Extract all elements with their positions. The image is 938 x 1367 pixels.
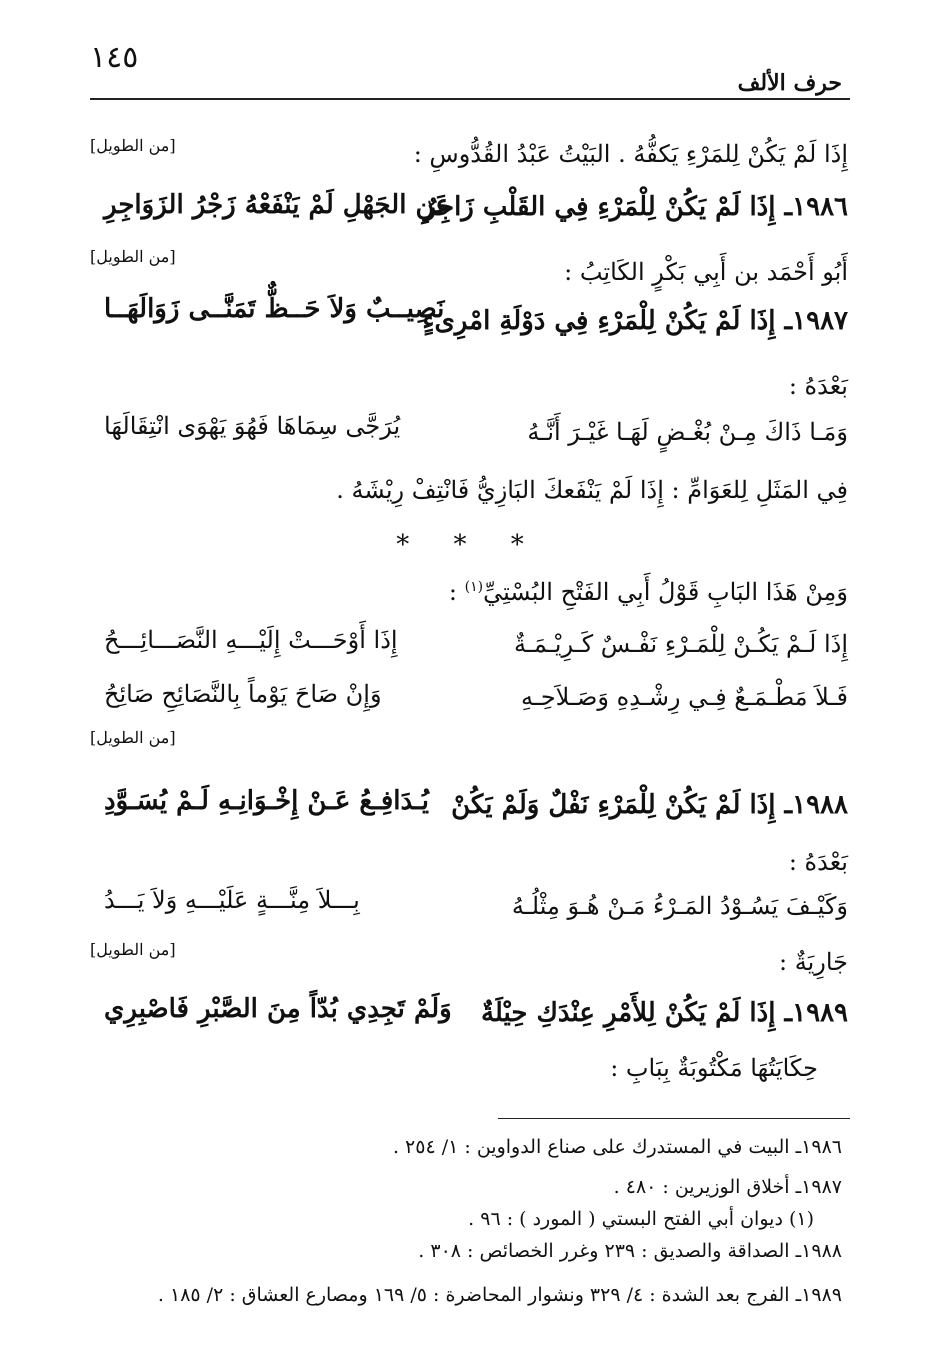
footnote-1987: ١٩٨٧ـ أخلاق الوزيرين : ٤٨٠ . xyxy=(613,1176,842,1198)
intro-1986: إِذَا لَمْ يَكُنْ لِلمَرْءِ يَكفُّهُ . البَيْتُ عَبْدُ القُدُّوسِ : xyxy=(413,140,848,168)
meter-label-1988: [من الطويل] xyxy=(90,728,176,747)
meter-label-1989: [من الطويل] xyxy=(90,940,176,959)
verse-1987b-first-hemistich: وَمَـا ذَاكَ مِـنْ بُغْـضٍ لَهَـا غَيْـرَ أَنَّـهُ xyxy=(527,418,848,446)
verse-1989-first-hemistich: ١٩٨٩ـ إِذَا لَمْ يَكُنْ لِلأَمْرِ عِنْدَكِ حِيْلَةٌ xyxy=(480,998,848,1028)
proverb-line: فِي المَثَلِ لِلعَوَامِّ : إِذَا لَمْ يَنْفَعكَ البَازِيُّ فَانْتِفْ رِيْشَهُ . xyxy=(336,476,848,504)
verse-busti-1-second-hemistich: إِذَا أَوْحَـــتْ إِلَيْـــهِ النَّصَـــائِـــحُ xyxy=(104,626,398,654)
intro-busti xyxy=(449,578,848,606)
verse-1988b-first-hemistich: وَكَيْـفَ يَسُـوْدُ المَـرْءُ مَـنْ هُـوَ مِثْلُـهُ xyxy=(511,892,848,920)
intro-1987: أَبُو أَحْمَد بن أَبِي بَكْرٍ الكَاتِبُ : xyxy=(564,258,848,286)
verse-1989-second-hemistich: وَلَمْ تَجِدِي بُدّاً مِنَ الصَّبْرِ فَاصْبِرِي xyxy=(104,994,452,1024)
after-1989-line: حِكَايَتُهَا مَكْتُوبَةٌ بِبَابِ : xyxy=(610,1054,818,1082)
meter-label-1986: [من الطويل] xyxy=(90,136,176,155)
after-1987-label: بَعْدَهُ : xyxy=(788,372,848,400)
verse-1987-first-hemistich: ١٩٨٧ـ إِذَا لَمْ يَكُنْ لِلْمَرْءِ فِي دَوْلَةِ امْرِىءٍ xyxy=(422,306,848,336)
verse-busti-1-first-hemistich: إِذَا لَـمْ يَكُـنْ لِلْمَـرْءِ نَفْـسٌ كَـرِيْـمَـةٌ xyxy=(513,630,848,658)
intro-busti-colon: : xyxy=(448,578,465,606)
verse-busti-2-first-hemistich: فَـلاَ مَطْـمَـعٌ فِـي رِشْـدِهِ وَصَـلاَحِـهِ xyxy=(520,683,848,711)
intro-1989: جَارِيَةٌ : xyxy=(779,948,848,976)
meter-label-1987: [من الطويل] xyxy=(90,247,176,266)
verse-1986-first-hemistich: ١٩٨٦ـ إِذَا لَمْ يَكُنْ لِلْمَرْءِ فِي القَلْبِ زَاجِرٌ xyxy=(423,192,848,222)
footnote-rule xyxy=(498,1118,850,1119)
section-separator: * * * xyxy=(396,530,542,560)
after-1988-label: بَعْدَهُ : xyxy=(788,848,848,876)
verse-1986-second-hemistich: عَنِ الجَهْلِ لَمْ يَنْفَعْهُ زَجْرُ الزَوَاجِرِ xyxy=(104,190,451,220)
page-number: ١٤٥ xyxy=(90,40,139,75)
verse-busti-2-second-hemistich: وَإِنْ صَاحَ يَوْماً بِالنَّصَائِحِ صَائِحُ xyxy=(104,680,382,708)
verse-1987b-second-hemistich: يُرَجَّى سِمَاهَا فَهُوَ يَهْوَى انْتِقَالَهَا xyxy=(104,412,401,440)
intro-busti-text: وَمِنْ هَذَا البَابِ قَوْلُ أَبِي الفَتْحِ البُسْتِيِّ xyxy=(483,578,848,606)
footnote-1: (١) ديوان أبي الفتح البستي ( المورد ) : ٩٦ . xyxy=(468,1208,814,1230)
footnote-1988: ١٩٨٨ـ الصداقة والصديق : ٢٣٩ وغرر الخصائص : ٣٠٨ . xyxy=(418,1240,842,1262)
footnote-1989: ١٩٨٩ـ الفرج بعد الشدة : ٤/ ٣٢٩ ونشوار المحاضرة : ٥/ ١٦٩ ومصارع العشاق : ٢/ ١٨٥ . xyxy=(157,1284,842,1306)
footnote-ref-1: (١) xyxy=(464,579,484,595)
verse-1988b-second-hemistich: بِـــلاَ مِنَّـــةٍ عَلَيْـــهِ وَلاَ يَـــدُ xyxy=(104,886,360,914)
header-rule xyxy=(90,98,850,100)
verse-1988-first-hemistich: ١٩٨٨ـ إِذَا لَمْ يَكُنْ لِلْمَرْءِ نَفْلٌ وَلَمْ يَكُنْ xyxy=(451,790,848,820)
verse-1987-second-hemistich: نَصِيــبٌ وَلاَ حَــظٌّ تَمَنَّــى زَوَالَهَــا xyxy=(104,294,445,324)
footnote-1986: ١٩٨٦ـ البيت في المستدرك على صناع الدواوين : ١/ ٢٥٤ . xyxy=(392,1136,842,1158)
running-title: حرف الألف xyxy=(737,70,842,96)
verse-1988-second-hemistich: يُـدَافِـعُ عَـنْ إِخْـوَانِـهِ لَـمْ يُسَـوَّدِ xyxy=(104,786,429,816)
